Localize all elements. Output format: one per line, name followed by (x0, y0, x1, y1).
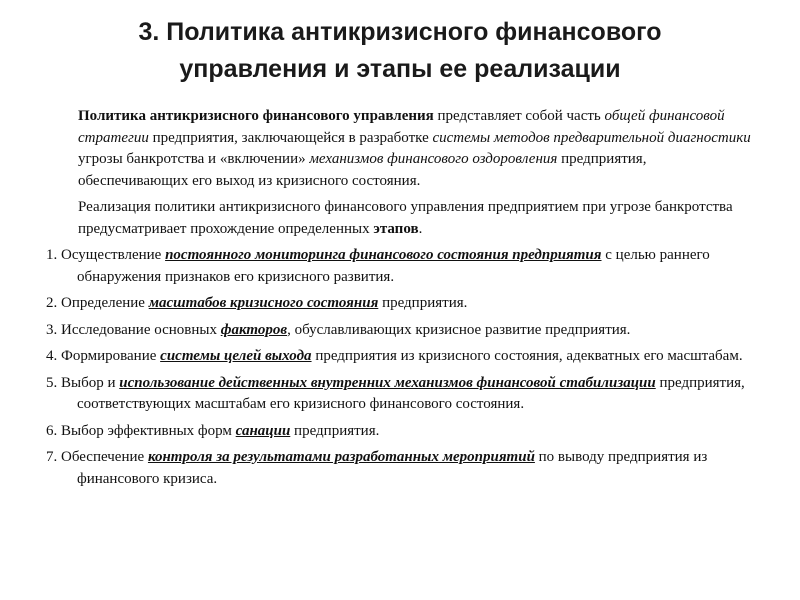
text-run: Исследование основных (57, 321, 221, 338)
title-line-2: управления и этапы ее реализации (179, 55, 621, 83)
policy-definition-paragraph (46, 106, 758, 192)
list-item (46, 373, 758, 416)
text-run: предприятия, соответствующих масштабам его кризисного финансового состояния. (77, 374, 745, 412)
text-run: по выводу предприятия из финансового кризиса. (77, 449, 708, 487)
list-item (46, 245, 758, 288)
text-run: предприятия. (290, 422, 380, 439)
emphasis-run: факторов (220, 321, 288, 338)
text-run: предприятия из кризисного состояния, адекватных его масштабам. (311, 348, 743, 364)
emphasis-run: постоянного мониторинга финансового состояния предприятия (165, 247, 602, 263)
text-run: Выбор эффективных форм (57, 422, 236, 439)
list-item (46, 346, 758, 368)
text-run: Осуществление (57, 247, 166, 263)
text-run: предприятия. (378, 295, 468, 311)
slide-body (46, 106, 758, 495)
item-number: 2. (46, 295, 58, 311)
title-line-1: 3. Политика антикризисного финансового (138, 18, 662, 46)
text-run: предприятия, заключающейся в разработке (148, 129, 433, 146)
item-number: 3. (46, 321, 58, 338)
list-item (46, 293, 758, 315)
text-run: , обуславливающих кризисное развитие предприятия. (287, 321, 631, 338)
text-run: Формирование (57, 348, 161, 364)
list-item (46, 447, 758, 490)
emphasis-run: санации (235, 422, 291, 439)
policy-term: Политика антикризисного финансового управления (78, 108, 434, 124)
text-run: представляет собой часть (433, 108, 605, 124)
implementation-paragraph (46, 197, 758, 240)
emphasis-run: системы методов предварительной диагностики (432, 129, 751, 146)
text-run: Реализация политики антикризисного финансового управления предприятием при угрозе банкротства предусматривает прохождение определенных (78, 199, 733, 237)
stages-term: этапов (373, 220, 419, 237)
list-item (46, 421, 758, 443)
text-run: с целью раннего обнаружения признаков его кризисного развития. (77, 247, 710, 285)
stages-list (46, 245, 758, 490)
emphasis-run: контроля за результатами разработанных мероприятий (147, 449, 535, 465)
item-number: 5. (46, 374, 58, 391)
text-run: . (418, 220, 423, 237)
emphasis-run: системы целей выхода (160, 348, 312, 364)
emphasis-run: механизмов финансового оздоровления (309, 151, 558, 167)
text-run: Определение (57, 295, 149, 311)
emphasis-run: общей финансовой стратегии (78, 108, 725, 146)
text-run: предприятия, обеспечивающих его выход из кризисного состояния. (78, 151, 647, 189)
emphasis-run: использование действенных внутренних механизмов финансовой стабилизации (119, 374, 656, 391)
emphasis-run: масштабов кризисного состояния (148, 295, 379, 311)
text-run: Обеспечение (57, 449, 148, 465)
list-item (46, 320, 758, 342)
item-number: 6. (46, 422, 58, 439)
item-number: 7. (46, 449, 58, 465)
item-number: 1. (46, 247, 58, 263)
text-run: угрозы банкротства и «включении» (78, 151, 310, 167)
text-run: Выбор и (57, 374, 120, 391)
item-number: 4. (46, 348, 58, 364)
slide-title (0, 14, 800, 88)
